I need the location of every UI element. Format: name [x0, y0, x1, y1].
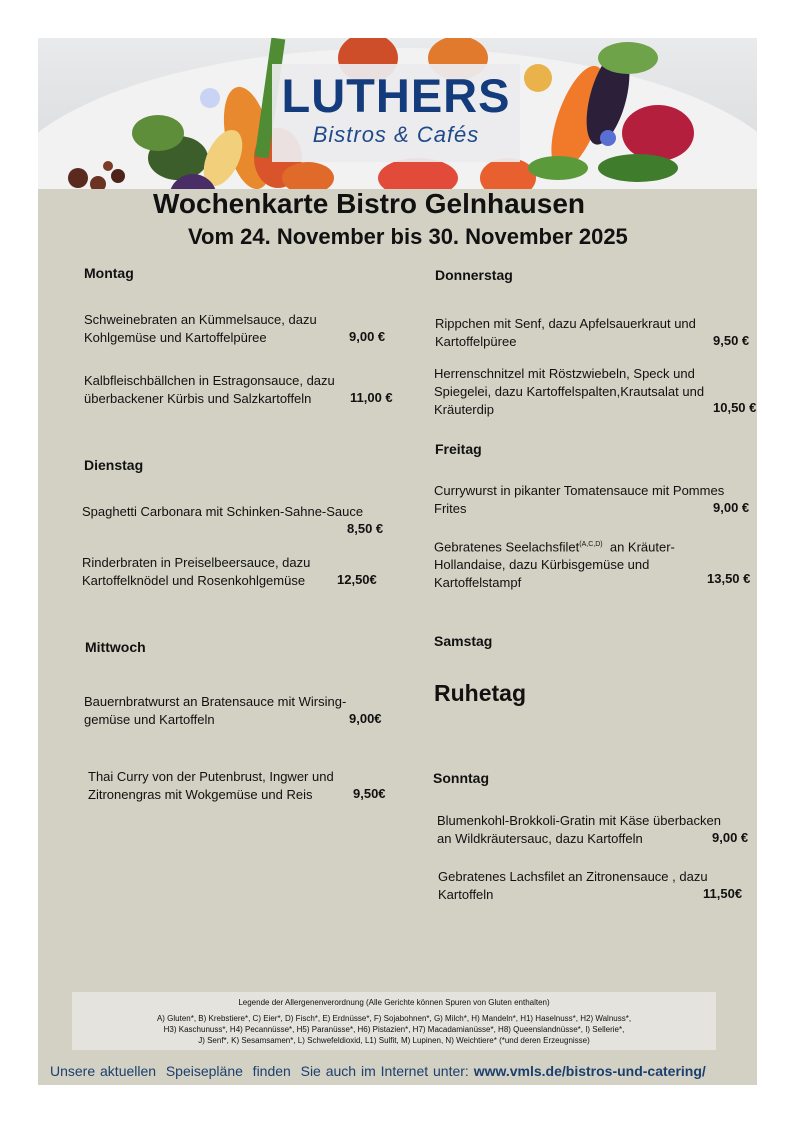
dish-line: Gebratenes Lachsfilet an Zitronensauce , dazu	[438, 869, 708, 884]
dish-line	[434, 536, 675, 556]
brand-logo	[272, 64, 520, 162]
dish-line: Rippchen mit Senf, dazu Apfelsauerkraut und	[435, 316, 696, 331]
legend-line: H3) Kaschunuss*, H4) Pecannüsse*, H5) Paranüsse*, H6) Pistazien*, H7) Macadamianüsse*, H8) Queenslandnüsse*, I) Sellerie*,	[163, 1025, 625, 1034]
dish-line: Thai Curry von der Putenbrust, Ingwer und	[88, 769, 334, 784]
footer-note	[50, 1063, 706, 1079]
dish-donnerstag-1	[435, 315, 696, 351]
price-freitag-1: 9,00 €	[713, 500, 750, 515]
dish-line: Kartoffelknödel und Rosenkohlgemüse	[82, 573, 306, 588]
dish-line: Kalbfleischbällchen in Estragonsauce, dazu	[84, 373, 335, 388]
footer-text: Unsere aktuellen Speisepläne finden Sie auch im Internet unter:	[50, 1063, 474, 1079]
price-donnerstag-2: 10,50 €	[713, 400, 757, 415]
dish-line: Hollandaise, dazu Kürbisgemüse und	[434, 557, 650, 573]
price-freitag-2: 13,50 €	[707, 571, 751, 586]
legend-line: J) Senf*, K) Sesamsamen*, L) Schwefeldioxid, L1) Sulfit, M) Lupinen, N) Weichtiere* (*und deren Erzeugnisse)	[198, 1036, 590, 1045]
price-sonntag-1: 9,00 €	[712, 830, 749, 845]
price-montag-1: 9,00 €	[349, 329, 386, 344]
dish-line: Rinderbraten in Preiselbeersauce, dazu	[82, 555, 311, 570]
dish-montag-1	[84, 311, 317, 347]
dish-line: gemüse und Kartoffeln	[84, 712, 215, 727]
dish-donnerstag-2	[434, 365, 704, 419]
dish-line: Zitronengras mit Wokgemüse und Reis	[88, 787, 313, 802]
dish-line: Kartoffelstampf	[434, 575, 522, 591]
page-title: Wochenkarte Bistro Gelnhausen	[152, 188, 586, 219]
dish-line: Blumenkohl-Brokkoli-Gratin mit Käse überbacken	[437, 813, 721, 828]
price-sonntag-2: 11,50€	[703, 886, 743, 901]
dish-sonntag-1	[437, 812, 721, 848]
dish-mittwoch-1	[84, 693, 346, 729]
dish-line: Spiegelei, dazu Kartoffelspalten,Krautsalat und	[434, 384, 705, 399]
brand-tagline: Bistros & Cafés	[312, 122, 480, 147]
dish-dienstag-1	[82, 503, 363, 521]
dish-line: an Wildkräutersauc, dazu Kartoffeln	[437, 831, 643, 846]
allergen-superscript: (A,C,D)	[579, 541, 603, 548]
dish-text: Gebratenes Seelachsfilet	[434, 539, 580, 555]
price-dienstag-1: 8,50 €	[347, 521, 384, 536]
dish-line: Kohlgemüse und Kartoffelpüree	[84, 330, 267, 345]
dish-line: überbackener Kürbis und Salzkartoffeln	[84, 391, 312, 406]
price-mittwoch-2: 9,50€	[353, 786, 386, 801]
day-heading-dienstag: Dienstag	[84, 457, 144, 473]
closed-day-note: Ruhetag	[434, 680, 526, 706]
dish-line: Bauernbratwurst an Bratensauce mit Wirsing-	[84, 694, 347, 709]
day-heading-mittwoch: Mittwoch	[85, 639, 146, 655]
dish-sonntag-2	[438, 868, 708, 904]
day-heading-samstag: Samstag	[434, 633, 493, 649]
footer-link[interactable]: www.vmls.de/bistros-und-catering/	[473, 1063, 706, 1079]
dish-line: Herrenschnitzel mit Röstzwiebeln, Speck und	[434, 366, 695, 381]
day-heading-freitag: Freitag	[435, 441, 482, 457]
dish-line: Kartoffeln	[438, 887, 494, 902]
dish-line: Currywurst in pikanter Tomatensauce mit Pommes	[434, 483, 725, 498]
dish-mittwoch-2	[88, 768, 334, 804]
dish-freitag-2	[434, 536, 675, 592]
dish-freitag-1	[434, 482, 724, 518]
day-heading-montag: Montag	[84, 265, 134, 281]
dish-line: Spaghetti Carbonara mit Schinken-Sahne-Sauce	[82, 504, 364, 519]
dish-line: Frites	[434, 501, 467, 516]
brand-name: LUTHERS	[281, 69, 511, 122]
dish-dienstag-2	[82, 554, 310, 590]
dish-line: Schweinebraten an Kümmelsauce, dazu	[84, 312, 317, 327]
date-range: Vom 24. November bis 30. November 2025	[188, 224, 628, 249]
price-mittwoch-1: 9,00€	[349, 711, 382, 726]
dish-montag-2	[84, 372, 335, 408]
legend-line: A) Gluten*, B) Krebstiere*, C) Eier*, D) Fisch*, E) Erdnüsse*, F) Sojabohnen*, G) Milch*, H) Mandeln*, H1) Haselnuss*, H2) Walnuss*,	[156, 1014, 632, 1023]
dish-text: an Kräuter-	[602, 539, 675, 555]
hero-food-image	[38, 38, 757, 189]
dish-line: Kartoffelpüree	[435, 334, 517, 349]
price-donnerstag-1: 9,50 €	[713, 333, 750, 348]
day-heading-sonntag: Sonntag	[433, 770, 489, 786]
day-heading-donnerstag: Donnerstag	[435, 267, 513, 283]
dish-line: Kräuterdip	[434, 402, 494, 417]
legend-title: Legende der Allergenenverordnung (Alle Gerichte können Spuren von Gluten enthalten)	[238, 998, 550, 1007]
price-dienstag-2: 12,50€	[337, 572, 377, 587]
price-montag-2: 11,00 €	[350, 390, 393, 405]
allergen-legend	[72, 992, 716, 1050]
